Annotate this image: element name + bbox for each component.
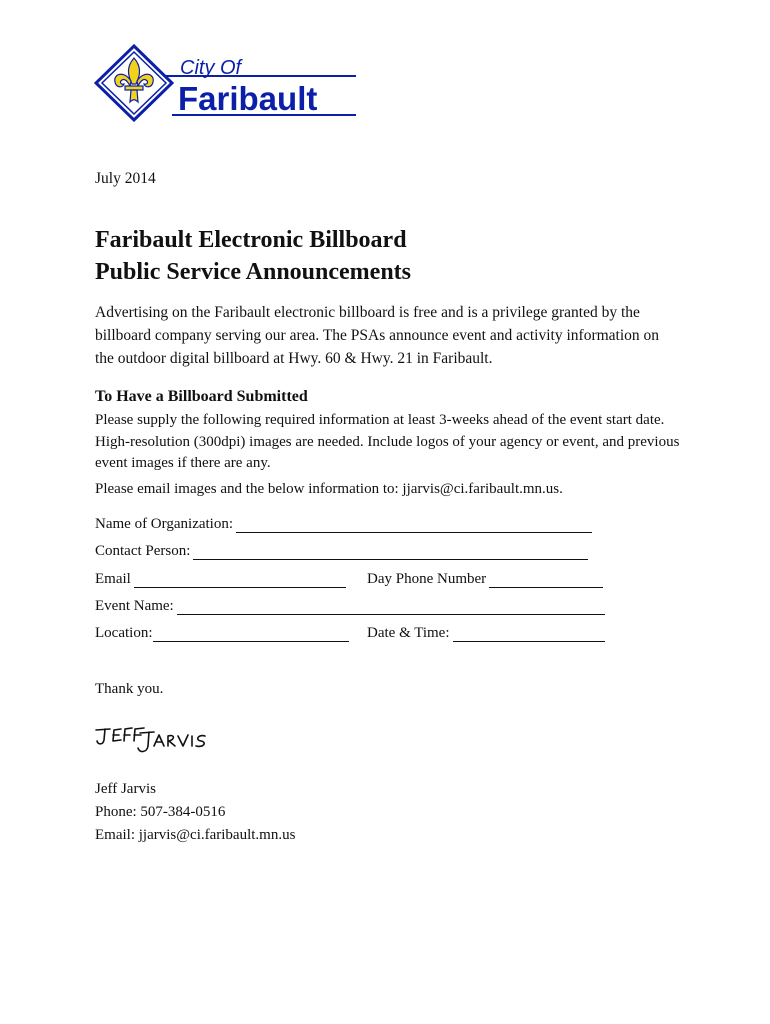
logo-line1: City Of (180, 57, 242, 79)
handwritten-signature (94, 724, 216, 756)
closing-text: Thank you. (95, 681, 164, 697)
page-title (95, 224, 411, 288)
location-label: Location: (95, 625, 153, 641)
email-instruction: Please email images and the below information to: jjarvis@ci.faribault.mn.us. (95, 481, 563, 497)
organization-field (95, 516, 592, 533)
letter-date: July 2014 (95, 170, 156, 187)
submit-section-heading: To Have a Billboard Submitted (95, 388, 308, 405)
email-label: Email (95, 571, 131, 587)
submit-instructions: Please supply the following required information at least 3-weeks ahead of the event start date. High-resolution (300dpi) images are needed. Include logos of your agency or event, and previous event images if there are any. (95, 412, 680, 471)
event-name-blank[interactable] (177, 600, 605, 615)
title-line2: Public Service Announcements (95, 259, 411, 285)
day-phone-field (367, 571, 603, 588)
location-field (95, 625, 349, 642)
contact-phone: Phone: 507-384-0516 (95, 804, 226, 820)
email-field (95, 571, 346, 588)
contact-email: Email: jjarvis@ci.faribault.mn.us (95, 827, 296, 843)
contact-block (95, 778, 295, 847)
intro-paragraph: Advertising on the Faribault electronic billboard is free and is a privilege granted by the billboard company serving our area. The PSAs announce event and activity information on the outdoor digital billboard at Hwy. 60 & Hwy. 21 in Faribault. (95, 304, 660, 367)
contact-person-field (95, 543, 588, 560)
contact-person-blank[interactable] (193, 545, 588, 560)
date-time-blank[interactable] (453, 627, 605, 642)
date-time-label: Date & Time: (367, 625, 450, 641)
contact-name: Jeff Jarvis (95, 781, 156, 797)
date-time-field (367, 625, 605, 642)
logo-line2: Faribault (178, 80, 318, 117)
organization-blank[interactable] (236, 518, 592, 533)
event-name-field (95, 598, 605, 615)
day-phone-blank[interactable] (489, 573, 603, 588)
location-blank[interactable] (153, 627, 349, 642)
title-line1: Faribault Electronic Billboard (95, 227, 407, 253)
contact-person-label: Contact Person: (95, 543, 191, 559)
email-blank[interactable] (134, 573, 346, 588)
city-of-faribault-logo (94, 44, 364, 122)
day-phone-label: Day Phone Number (367, 571, 487, 587)
organization-label: Name of Organization: (95, 516, 234, 532)
event-name-label: Event Name: (95, 598, 174, 614)
